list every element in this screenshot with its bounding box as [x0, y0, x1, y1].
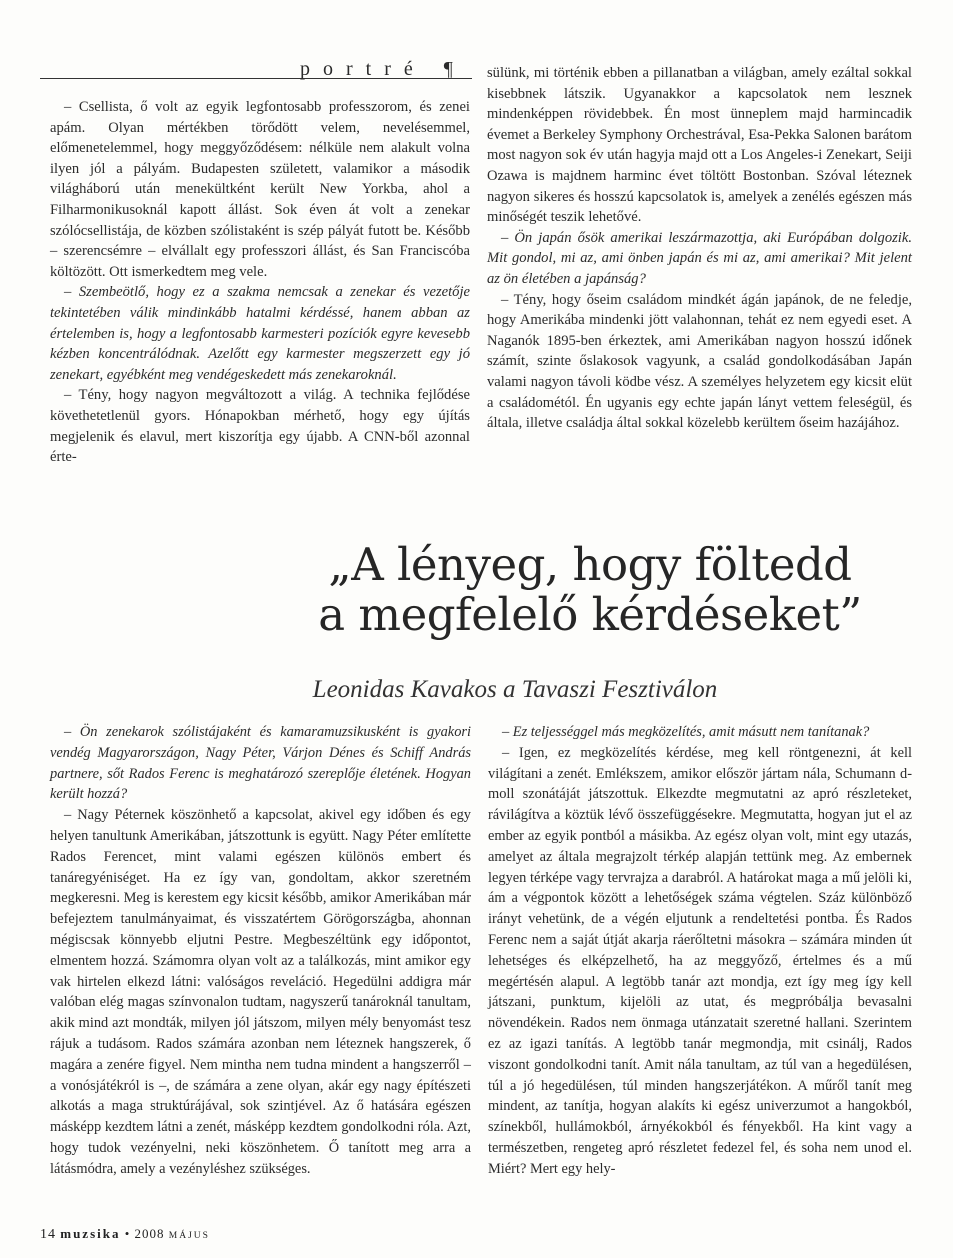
column-bottom-right: [488, 722, 912, 1180]
issue-month: MÁJUS: [168, 1231, 210, 1241]
issue-year: 2008: [134, 1226, 165, 1241]
magazine-name: muzsika: [60, 1226, 121, 1241]
paragraph: sülünk, mi történik ebben a pillanatban a világban, amely ezáltal sokkal kisebbnek látszik. Ugyanakkor a kapcsolatok nem lesznek mindenképpen rövidebbek. Én most ünneplem majd harmincadik évemet a Berkeley Symphony Orchestrával, Esa-Pekka Salonen barátom most nagyon sok év után hagyja majd ott a Los Angeles-i Zenekart, Seiji Ozawa is majdnem harminc évet töltött Bostonban. Szóval léteznek nagyon sikeres és hosszú kapcsolatok is, amelyek a zenélés egészen más minőségét teszik lehetővé.: [487, 65, 912, 226]
article-subheadline: Leonidas Kavakos a Tavaszi Fesztiválon: [312, 676, 718, 703]
section-label: portré ¶: [300, 58, 466, 80]
paragraph: – Tény, hogy őseim családom mindkét ágán japánok, de ne feledje, hogy Amerikába mindenki jött valahonnan, tehát ez nem egyedi eset. A Naganók 1895-ben érkeztek, ami Amerikában nagyon hosszú időnek számít, szinte őslakosok vagyunk, a család gondolkodásában Japán valami nagyon távoli ködbe vész. A személyes helyzetem egy kicsit elüt a családométól. Én ugyanis egy echte japán lányt vettem feleségül, és általa, illetve családja által sokkal közelebb kerültem őseim hazájához.: [487, 291, 912, 432]
article-headline: [290, 540, 890, 640]
headline-line-1: „A lényeg, hogy föltedd: [328, 538, 852, 591]
question-paragraph: – Szembeötlő, hogy ez a szakma nemcsak a zenekar és vezetője tekintetében válik mindinkább hatalmi kérdéssé, hanem abban az értelemben is, hogy a legfontosabb karmesteri pozíciók egyre kevesebb kézben koncentrálódnak. Azelőtt egy karmester megszerzett egy jó zenekart, egyébként meg vendégeskedett más zenekaroknál.: [50, 284, 470, 383]
column-bottom-left: [50, 722, 471, 1180]
paragraph: – Igen, ez megközelítés kérdése, meg kell röntgenezni, át kell világítani a zenét. Emlékszem, amikor először jártam nála, Schumann d-moll szonátáját játszottuk. Elkezdte megmutatni az apró részleteket, rávilágítva a köztük lévő összefüggésekre. Megmutatta, hogyan jut el az ember az egyik pontból a másikba. Az egész olyan volt, mint egy utazás, amelyet az általa megrajzolt térkép alapján tettünk meg. Az embernek legyen térképe vagy tervrajza a darabról. A határokat maga a mű jelöli ki, ám a végpontok között a lehetőségek száma végtelen. Száz különböző irányt vehetünk, de a végén eljutunk a rendeltetési pontba. És Rados Ferenc nem a saját útját akarja ráerőltetni másokra – számára minden út lehetséges és elképzelhető, ha az meggyőző, értelmes és a mű megértésén alapul. A legtöbb tanár azt mondja, ezt így meg így kell játszani, punktum, kijelöli az utat, és megpróbálja bevasalni növendékein. Rados nem önmaga utánzatait szeretné hallani. Szerintem ez az igazi tanítás. A legtöbb tanár megmondja, mit csinálj, Rados viszont gondolkodni tanít. Amit nála tanultam, az túl van a hegedülésen, túl a jó hegedülésen, túl minden hangszerjátékon. A műről tanít meg mindent, az tanítja, hogyan alakíts ki egész univerzumot a hangokból, színekből, hullámokból, árnyékokból és fényekből. Ha kint vagy a természetben, rengeteg apró részletet fedezel fel, és soha nem unod el. Miért? Mert egy hely-: [488, 744, 912, 1177]
question-paragraph: – Ön japán ősök amerikai leszármazottja, aki Európában dolgozik. Mit gondol, mi az, ami önben japán és mi az, ami amerikai? Mit jelent az ön életében a japánság?: [487, 229, 912, 287]
page-footer: [40, 1226, 210, 1243]
question-paragraph: – Ön zenekarok szólistájaként és kamaramuzsikusként is gyakori vendég Magyarországon, Nagy Péter, Várjon Dénes és Schiff András partnere, sőt Rados Ferenc is meghatározó szereplője életének. Hogyan került hozzá?: [50, 724, 471, 803]
column-top-right: [487, 63, 912, 434]
page-number: 14: [40, 1227, 56, 1242]
paragraph: – Csellista, ő volt az egyik legfontosabb professzorom, és zenei apám. Olyan mértékben törődött velem, nevelésemmel, előmenetelemmel, hogy meggyőződésem: nélküle nem alakult volna ilyen jól a pályám. Budapesten született, valamikor a második világháború után menekültként került New Yorkba, ahol a Filharmonikusoknál kapott állást. Sok éven át volt a zenekar szólócsellistája, de közben szólistaként is szép pályát futott be. Később – szerencsémre – elvállalt egy professzori állást, és San Franciscóba költözött. Ott ismerkedtem meg vele.: [50, 99, 470, 280]
paragraph: – Nagy Péternek köszönhető a kapcsolat, akivel egy időben és egy helyen tanultunk Amerikában, játszottunk is együtt. Nagy Péter említette Rados Ferencet, mint valami egészen különös embert és tanáregyéniséget. Ha ez így van, gondoltam, akkor szeretném megkeresni. Meg is kerestem egy kicsit később, amikor Amerikában már befejeztem tanulmányaimat, és visszatértem Görögországba, ahonnan mégiscsak könnyebb eljutni Pestre. Megbeszéltünk egy időpontot, elmentem hozzá. Számomra olyan volt az a találkozás, mint amikor egy vak hirtelen elkezd látni: valóságos reveláció. Hegedülni addigra már valóban elég magas színvonalon tudtam, nagyszerű tanároknál tanultam, akik mind azt mondták, milyen jól játszom, milyen mély benyomást tesz rájuk a tudásom. Rados számára azonban nem léteznek hangszerek, ő magára a zenére figyel. Nem mintha nem tudna mindent a hangszerről – a vonósjátékról is –, de számára a zene olyan, akár egy nagy építészeti alkotás a maga struktúrájával, sok szintjével. Az ő hatására egészen másképp kezdtem látni a zenét, másképp kezdtem gondolkodni róla. Azt, hogy tudok vezényelni, neki köszönhetem. Ő tanított meg arra a látásmódra, amely a vezényléshez szükséges.: [50, 807, 471, 1177]
footer-bullet: •: [124, 1226, 131, 1241]
column-top-left: [50, 97, 470, 468]
paragraph: – Tény, hogy nagyon megváltozott a világ. A technika fejlődése követhetetlenül gyors. Hónapokban mérhető, hogy egy újítás megjelenik és elavul, mert kiszorítja egy újabb. A CNN-ből azonnal érte-: [50, 387, 470, 466]
question-paragraph: – Ez teljességgel más megközelítés, amit másutt nem tanítanak?: [502, 724, 870, 740]
headline-line-2: a megfelelő kérdéseket”: [318, 588, 862, 641]
